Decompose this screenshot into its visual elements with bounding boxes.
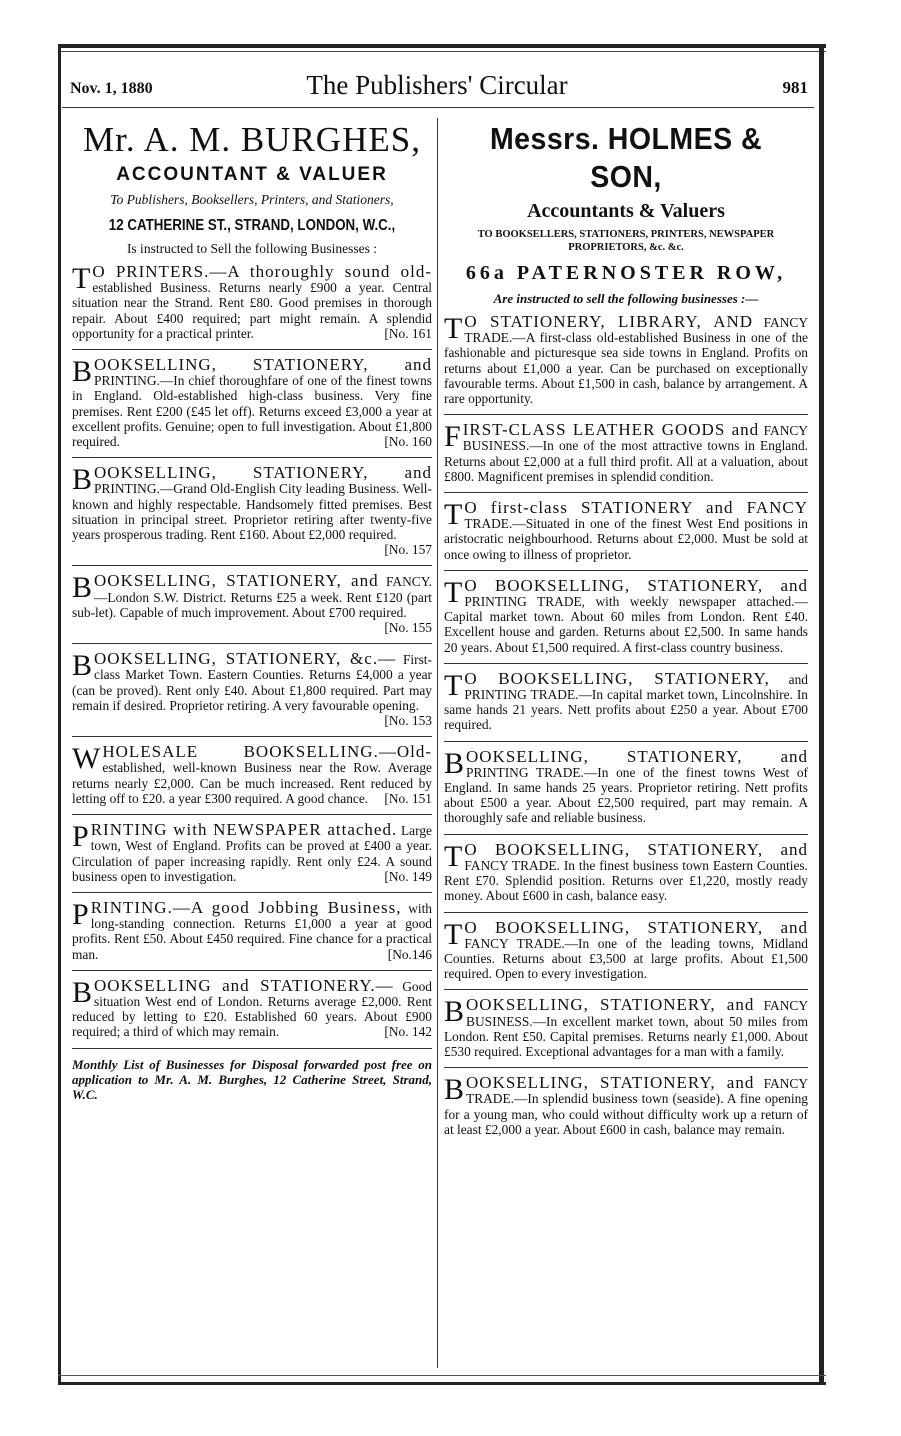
audience-line: To Publishers, Booksellers, Printers, and Stationers, — [110, 192, 394, 207]
business-listing — [444, 575, 808, 664]
business-listing — [72, 573, 432, 644]
listing-heading: O PRINTERS.—A thoroughly sound old- — [92, 262, 432, 281]
listing-reference-number: [No. 155 — [384, 620, 432, 636]
business-listing — [444, 668, 808, 742]
business-listing — [444, 839, 808, 913]
listing-heading: O first-class STATIONERY and FANCY — [464, 498, 808, 518]
listing-body: FANCY BUSINESS.—In excellent market town, about 50 miles from London. Rent £50. Capital premises. Returns nearly £1,000. About £530 required. Exceptional advantages for a man with a family. — [444, 998, 808, 1059]
listing-heading: HOLESALE BOOKSELLING.—Old- — [102, 742, 432, 762]
listing-reference-number: [No. 161 — [384, 325, 432, 341]
business-listing — [444, 314, 808, 415]
listing-heading: O BOOKSELLING, STATIONERY, and — [464, 575, 808, 595]
listing-body: FANCY TRADE. In the finest business town Eastern Counties. Rent £70. Splendid position. Returns over £1,220, mostly ready money. About £600 in cash, balance easy. — [444, 857, 808, 904]
drop-cap: P — [72, 820, 89, 854]
drop-cap: T — [444, 668, 463, 702]
listing-heading: OOKSELLING, STATIONERY, and — [94, 355, 432, 375]
instruction-line: Is instructed to Sell the following Businesses : — [126, 241, 378, 256]
advertiser-subtitle: Accountants & Valuers — [527, 200, 725, 222]
listing-heading: O BOOKSELLING, STATIONERY, — [464, 668, 770, 688]
drop-cap: W — [72, 742, 101, 776]
drop-cap: T — [444, 498, 463, 532]
advertiser-subtitle: ACCOUNTANT & VALUER — [116, 164, 388, 185]
listing-body: PRINTING.—In chief thoroughfare of one of the finest towns in England. Old-established high-class business. Very fine premises. Rent £200 (£45 let off). Returns exceed £3,000 a year at excellent profits. Genuine; open to full investigation. About £1,800 required. — [72, 373, 432, 450]
listing-body: FANCY TRADE.—A first-class old-established Business in one of the fashionable and picturesque sea side towns in England. Profits on returns about £1,000 a year. Can be purchased on exceptionally favourable terms. About £1,500 in cash, balance by arrangement. A rare opportunity. — [444, 315, 808, 407]
issue-date: Nov. 1, 1880 — [70, 80, 153, 97]
listing-body: and PRINTING TRADE.—In capital market town, Lincolnshire. In same hands 21 years. Nett profits about £250 a year. About £700 required. — [444, 671, 808, 733]
listing-body: Good situation West end of London. Returns average £2,000. Rent reduced by letting to £20. Established 60 years. About £900 required; a third of which may remain. — [72, 978, 432, 1040]
business-listing — [444, 917, 808, 991]
listing-reference-number: [No. 157 — [384, 542, 432, 558]
right-ad-list — [444, 314, 808, 1145]
drop-cap: B — [72, 463, 93, 497]
business-listing — [444, 746, 808, 835]
listing-heading: RINTING.—A good Jobbing Business, — [90, 897, 402, 917]
listing-body: FANCY TRADE.—In splendid business town (seaside). A fine opening for a young man, who could without difficulty work up a return of at least £2,000 a year. About £600 in cash, balance may remain. — [444, 1076, 808, 1137]
business-listing — [444, 997, 808, 1068]
left-ad-list — [72, 264, 432, 1049]
listing-body: Large town, West of England. Profits can be proved at £400 a year. Circulation of paper increasing rapidly. Rent only £24. A sound business open to investigation. — [72, 823, 432, 884]
business-listing — [444, 422, 808, 493]
listing-reference-number: [No. 160 — [384, 434, 432, 450]
listing-heading: OOKSELLING, STATIONERY, and — [466, 746, 808, 766]
drop-cap: B — [72, 571, 93, 605]
business-listing — [72, 264, 432, 350]
header-rule — [62, 107, 814, 108]
business-listing — [72, 744, 432, 815]
listing-body: PRINTING.—Grand Old-English City leading Business. Well-known and highly respectable. Handsomely fitted premises. Best situation in principal street. Proprietor retiring after twenty-five years prosperous trading. Rent £160. About £2,000 required. — [72, 481, 432, 543]
listing-heading: OOKSELLING, STATIONERY, and — [94, 571, 379, 591]
drop-cap: B — [444, 1073, 465, 1107]
drop-cap: T — [444, 839, 463, 873]
listing-body: First-class Market Town. Eastern Counties. Returns £4,000 a year (can be proved). Rent only £40. About £1,800 required. Part may remain if desired. Proprietor retiring. A very favourable opening. — [72, 652, 432, 713]
listing-heading: OOKSELLING, STATIONERY, and — [94, 463, 432, 483]
listing-heading: O BOOKSELLING, STATIONERY, and — [464, 839, 808, 859]
drop-cap: T — [444, 312, 463, 345]
listing-heading: OOKSELLING, STATIONERY, and — [466, 995, 755, 1015]
publication-title: The Publishers' Circular — [306, 70, 568, 100]
monthly-list-footer: Monthly List of Businesses for Disposal forwarded post free on application to Mr. A. M. Burghes, 12 Catherine Street, Strand, W.C. — [72, 1056, 432, 1102]
listing-body: with long-standing connection. Returns £1,000 a year at good profits. Rent £50. About £450 required. Fine chance for a practical man. — [72, 900, 432, 962]
listing-body: established Business. Returns nearly £900 a year. Central situation near the Strand. Rent £80. Good premises in thorough repair. About £400 required; part might remain. A splendid opportunity for a practical printer. — [72, 280, 432, 341]
drop-cap: T — [444, 917, 463, 951]
listing-heading: IRST-CLASS LEATHER GOODS and — [462, 420, 760, 440]
business-listing — [72, 651, 432, 737]
business-listing — [72, 822, 432, 893]
right-column — [444, 120, 808, 1145]
listing-heading: OOKSELLING, STATIONERY, &c.— — [94, 649, 397, 669]
listing-body: FANCY BUSINESS.—In one of the most attractive towns in England. Returns about £2,000 at a full third profit. All at a valuation, about £800. Magnificent premises in splendid condition. — [444, 423, 808, 484]
drop-cap: B — [72, 355, 93, 389]
drop-cap: B — [444, 995, 465, 1029]
listing-reference-number: [No. 149 — [384, 868, 432, 884]
business-listing — [72, 465, 432, 566]
bottom-border-rule-thin — [58, 1375, 826, 1376]
page-number: 981 — [782, 78, 808, 97]
drop-cap: B — [72, 975, 93, 1009]
business-listing — [72, 975, 432, 1049]
drop-cap: B — [444, 746, 465, 780]
listing-heading: O BOOKSELLING, STATIONERY, and — [464, 917, 808, 937]
advertiser-address: 66a PATERNOSTER ROW, — [465, 262, 787, 284]
listing-body: TRADE.—Situated in one of the finest West End positions in aristocratic neighbourhood. Returns about £2,000. Must be sold at once owing to illness of proprietor. — [444, 516, 808, 562]
listing-body: FANCY TRADE.—In one of the leading towns, Midland Counties. Returns about £3,500 at large profits. About £1,500 required. Open to every investigation. — [444, 935, 808, 982]
listing-heading: RINTING with NEWSPAPER attached. — [90, 820, 398, 840]
business-listing — [72, 897, 432, 971]
advertiser-address: 12 CATHERINE ST., STRAND, LONDON, W.C., — [108, 217, 396, 234]
listing-heading: OOKSELLING and STATIONERY.— — [94, 975, 394, 995]
listing-body: PRINTING TRADE.—In one of the finest towns West of England. In same hands 25 years. Proprietor retiring. Nett profits about £500 a year. About £2,500 required, part may remain. A thoroughly safe and reliable business. — [444, 764, 808, 826]
advertiser-name: Mr. A. M. BURGHES, — [83, 120, 421, 159]
listing-reference-number: [No.146 — [387, 946, 432, 962]
business-listing — [72, 357, 432, 458]
drop-cap: B — [72, 649, 93, 683]
bottom-border-rule — [58, 1382, 826, 1385]
drop-cap: F — [444, 420, 461, 454]
column-divider — [437, 118, 438, 1368]
listing-reference-number: [No. 151 — [384, 790, 432, 806]
drop-cap: T — [444, 575, 463, 609]
listing-heading: O STATIONERY, LIBRARY, AND — [464, 312, 754, 331]
drop-cap: T — [72, 262, 91, 295]
running-header — [62, 68, 812, 104]
listing-reference-number: [No. 142 — [384, 1024, 432, 1040]
listing-heading: OOKSELLING, STATIONERY, and — [466, 1073, 755, 1093]
audience-line: TO BOOKSELLERS, STATIONERS, PRINTERS, NEWSPAPER PROPRIETORS, &c. &c. — [477, 229, 775, 253]
instruction-line: Are instructed to sell the following businesses :— — [493, 291, 759, 306]
business-listing — [444, 500, 808, 571]
business-listing — [444, 1075, 808, 1145]
advertiser-name: Messrs. HOLMES & SON, — [489, 121, 763, 194]
listing-reference-number: [No. 153 — [384, 713, 432, 729]
listing-body: PRINTING TRADE, with weekly newspaper attached.—Capital market town. About 60 miles from London. Rent £40. Excellent house and garden. Returns about £2,500. In same hands 20 years. About £1,500 required. A first-class country business. — [444, 594, 808, 655]
listing-body: established, well-known Business near the Row. Average returns nearly £2,000. Can be much increased. Rent reduced by letting off to £20. a year £300 required. A good chance. — [72, 760, 432, 806]
left-column — [72, 120, 432, 1102]
listing-body: FANCY.—London S.W. District. Returns £25 a week. Rent £120 (part sub-let). Capable of much improvement. About £700 required. — [72, 574, 432, 620]
drop-cap: P — [72, 897, 89, 931]
